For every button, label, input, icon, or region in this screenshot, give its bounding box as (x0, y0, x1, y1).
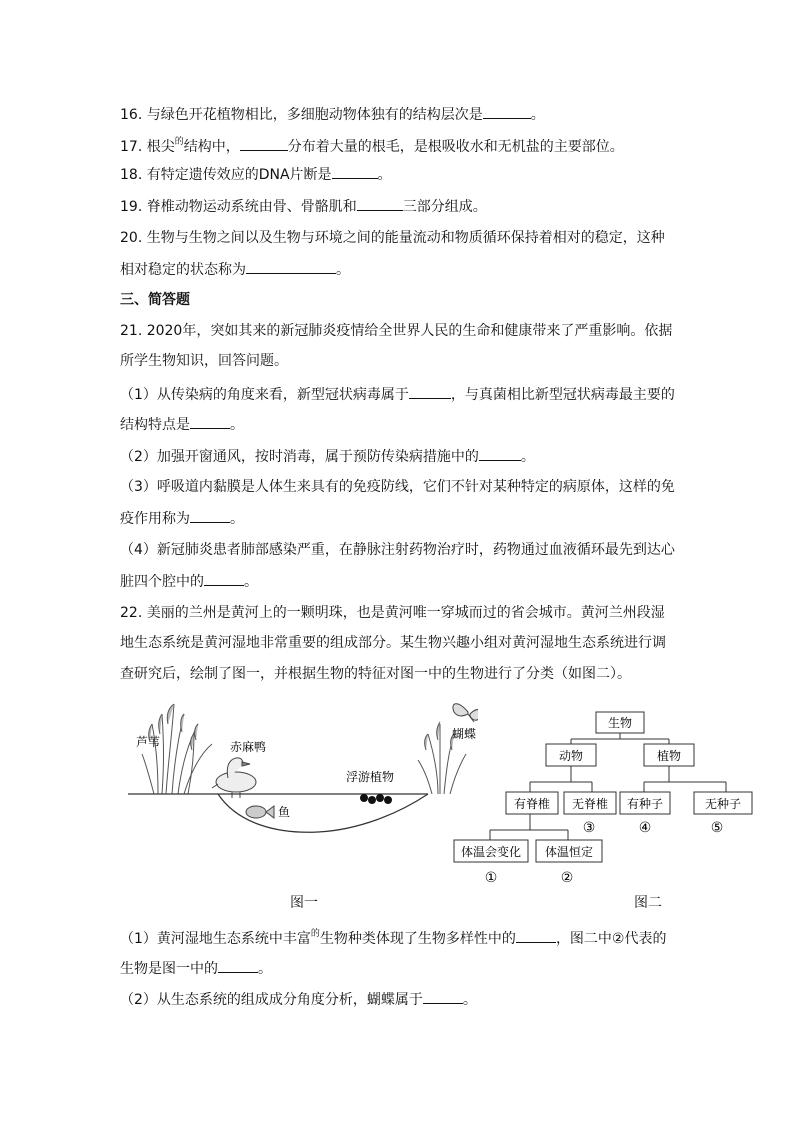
figure2-caption: 图二 (634, 895, 662, 911)
question-21-part1-line2: 结构特点是 。 (120, 414, 244, 435)
marker-4: ④ (638, 820, 652, 836)
svg-text:有脊椎: 有脊椎 (513, 797, 551, 811)
fish-illustration (246, 806, 274, 818)
svg-text:动物: 动物 (558, 749, 584, 763)
answer-blank[interactable] (423, 989, 463, 1004)
tree-node-variable-temp (454, 840, 528, 862)
svg-text:无种子: 无种子 (704, 797, 742, 811)
fish-label: 鱼 (278, 805, 291, 819)
section-heading: 三、简答题 (120, 292, 190, 308)
question-21-part3: （3）呼吸道内黏膜是人体生来具有的免疫防线，它们不针对某种特定的病原体，这样的免 (120, 479, 675, 495)
tree-node-root (596, 712, 644, 733)
question-20-line1: 20. 生物与生物之间以及生物与环境之间的能量流动和物质循环保持着相对的稳定，这种 (120, 230, 665, 246)
question-19: 19. 脊椎动物运动系统由骨、骨骼肌和 三部分组成。 (120, 196, 487, 217)
svg-text:植物: 植物 (656, 749, 682, 763)
figure1-caption: 图一 (290, 895, 318, 911)
question-22-line1: 22. 美丽的兰州是黄河上的一颗明珠，也是黄河唯一穿城而过的省会城市。黄河兰州段湿 (120, 605, 665, 621)
question-22-part1: （1）黄河湿地生态系统中丰富$^的$生物种类体现了生物多样性中的 ，图二中②代表的 (120, 929, 667, 947)
svg-text:体温恒定: 体温恒定 (544, 845, 594, 859)
answer-blank[interactable] (204, 571, 244, 586)
question-22-line3: 查研究后，绘制了图一，并根据生物的特征对图一中的生物进行了分类（如图二）。 (120, 666, 631, 682)
answer-blank[interactable] (332, 164, 378, 179)
question-16: 16. 与绿色开花植物相比，多细胞动物体独有的结构层次是 。 (120, 104, 545, 125)
question-22-part1-line2: 生物是图一中的 。 (120, 958, 272, 979)
answer-blank[interactable] (409, 384, 451, 399)
answer-blank[interactable] (218, 958, 258, 973)
marker-1: ① (484, 870, 498, 886)
question-21-part2: （2）加强开窗通风，按时消毒，属于预防传染病措施中的 。 (120, 446, 535, 467)
marker-3: ③ (582, 820, 596, 836)
answer-blank[interactable] (357, 196, 403, 211)
question-20-line2: 相对稳定的状态称为 。 (120, 259, 350, 280)
answer-blank[interactable] (479, 446, 521, 461)
marker-2: ② (560, 870, 574, 886)
tree-node-invertebrate (564, 792, 616, 814)
answer-blank[interactable] (190, 508, 230, 523)
wetland-ecosystem-figure (128, 694, 478, 834)
question-21-part4-line2: 脏四个腔中的 。 (120, 571, 258, 592)
classification-tree-figure (450, 706, 760, 906)
plankton-label: 浮游植物 (346, 770, 395, 784)
answer-blank[interactable] (246, 259, 336, 274)
question-18: 18. 有特定遗传效应的DNA片断是 。 (120, 164, 392, 185)
plankton-illustration (360, 794, 392, 804)
tree-node-noseed (694, 792, 752, 814)
question-17: 17. 根尖$^的$结构中， 分布着大量的根毛，是根吸收水和无机盐的主要部位。 (120, 137, 624, 155)
question-21-part3-line2: 疫作用称为 。 (120, 508, 244, 529)
svg-text:体温会变化: 体温会变化 (460, 845, 522, 859)
svg-text:有种子: 有种子 (626, 797, 664, 811)
tree-node-animal (546, 744, 596, 766)
question-21-part4: （4）新冠肺炎患者肺部感染严重，在静脉注射药物治疗时，药物通过血液循环最先到达心 (120, 542, 675, 558)
answer-blank[interactable] (483, 104, 531, 119)
svg-text:无脊椎: 无脊椎 (571, 797, 609, 811)
answer-blank[interactable] (516, 928, 556, 943)
svg-text:生物: 生物 (607, 716, 633, 730)
question-21-line2: 所学生物知识，回答问题。 (120, 353, 288, 369)
duck-label: 赤麻鸭 (230, 740, 267, 754)
duck-illustration (212, 758, 256, 798)
reed-illustration (142, 704, 212, 794)
marker-5: ⑤ (710, 820, 724, 836)
question-22-line2: 地生态系统是黄河湿地非常重要的组成部分。某生物兴趣小组对黄河湿地生态系统进行调 (120, 635, 666, 651)
answer-blank[interactable] (190, 414, 230, 429)
tree-node-seed (620, 792, 670, 814)
tree-node-vertebrate (506, 792, 558, 814)
question-21-part1: （1）从传染病的角度来看，新型冠状病毒属于 ，与真菌相比新型冠状病毒最主要的 (120, 384, 675, 405)
question-21-line1: 21. 2020年，突如其来的新冠肺炎疫情给全世界人民的生命和健康带来了严重影响。依据 (120, 323, 673, 339)
question-22-part2: （2）从生态系统的组成成分角度分析，蝴蝶属于 。 (120, 989, 477, 1010)
tree-node-constant-temp (536, 840, 602, 862)
butterfly-label: 蝴蝶 (452, 727, 477, 741)
reed-label: 芦苇 (136, 735, 161, 749)
tree-node-plant (644, 744, 694, 766)
answer-blank[interactable] (240, 136, 288, 151)
